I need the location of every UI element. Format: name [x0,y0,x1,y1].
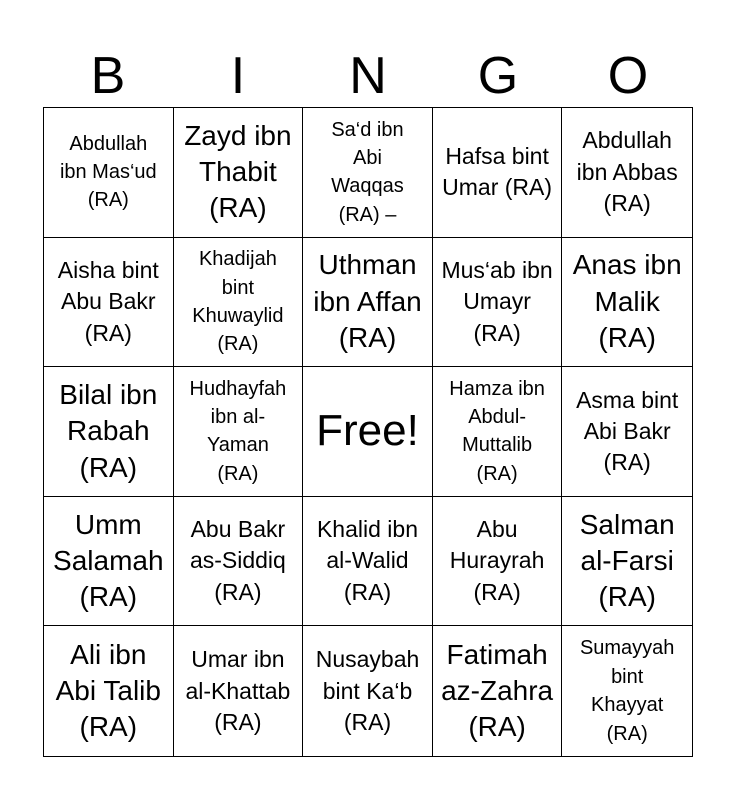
bingo-cell[interactable] [44,626,174,756]
bingo-cell-text: Ali ibn Abi Talib (RA) [55,638,161,743]
header-letter-b: B [90,47,126,105]
header-letter-n: N [349,47,387,105]
bingo-cell-text: Khalid ibn al-Walid (RA) [316,516,418,605]
bingo-header [43,44,693,108]
bingo-cell[interactable] [433,367,563,497]
bingo-cell[interactable] [44,497,174,627]
bingo-cell[interactable] [433,497,563,627]
bingo-cell[interactable] [562,108,692,238]
bingo-cell-text: Abu Bakr as-Siddiq (RA) [189,516,286,605]
bingo-cell[interactable] [174,108,304,238]
bingo-cell-text: Hamza ibn Abdul-Muttalib (RA) [449,377,545,485]
bingo-cell-text: Umm Salamah (RA) [53,508,164,613]
bingo-cell-text: Asma bint Abi Bakr (RA) [576,386,679,476]
bingo-cell-text: Mus‘ab ibn Umayr (RA) [441,256,553,346]
bingo-cell-text: Aisha bint Abu Bakr (RA) [57,256,159,346]
bingo-cell[interactable] [562,497,692,627]
bingo-cell-text: Salman al-Farsi (RA) [579,508,675,613]
header-letter-i: I [230,47,246,105]
bingo-cell-text: Bilal ibn Rabah (RA) [59,378,158,483]
bingo-cell[interactable] [303,626,433,756]
bingo-cell[interactable] [44,108,174,238]
bingo-cell-text: Zayd ibn Thabit (RA) [184,119,292,224]
header-letter-o: O [607,47,649,105]
bingo-board [43,107,693,757]
bingo-cell[interactable] [174,238,304,368]
bingo-cell[interactable] [433,108,563,238]
bingo-cell-text: Sa‘d ibn Abi Waqqas (RA) – [331,118,404,226]
bingo-cell-text: Abdullah ibn Mas‘ud (RA) [59,132,157,212]
bingo-cell[interactable] [562,238,692,368]
bingo-cell[interactable] [303,108,433,238]
bingo-cell[interactable] [174,367,304,497]
bingo-cell-text: Umar ibn al-Khattab (RA) [185,646,291,735]
bingo-cell[interactable] [433,238,563,368]
bingo-cell[interactable] [44,238,174,368]
bingo-cell[interactable] [174,497,304,627]
header-letter-g: G [477,47,519,105]
bingo-cell-text: Fatimah az-Zahra (RA) [441,638,554,743]
bingo-cell[interactable] [303,497,433,627]
free-space-cell[interactable] [303,367,433,497]
bingo-cell-text: Sumayyah bint Khayyat (RA) [579,637,675,745]
bingo-cell-text: Nusaybah bint Ka‘b (RA) [315,646,420,735]
bingo-cell-text: Uthman ibn Affan (RA) [313,249,422,354]
bingo-cell-text: Khadijah bint Khuwaylid (RA) [192,248,284,356]
bingo-cell[interactable] [44,367,174,497]
free-space-text: Free! [316,406,419,456]
bingo-cell[interactable] [562,367,692,497]
bingo-cell-text: Hudhayfah ibn al-Yaman (RA) [189,377,287,485]
bingo-cell[interactable] [303,238,433,368]
bingo-cell-text: Anas ibn Malik (RA) [572,249,682,354]
bingo-cell[interactable] [562,626,692,756]
bingo-cell-text: Abdullah ibn Abbas (RA) [576,127,678,216]
bingo-cell[interactable] [433,626,563,756]
bingo-cell[interactable] [174,626,304,756]
bingo-cell-text: Hafsa bint Umar (RA) [442,143,553,201]
bingo-cell-text: Abu Hurayrah (RA) [449,516,545,605]
